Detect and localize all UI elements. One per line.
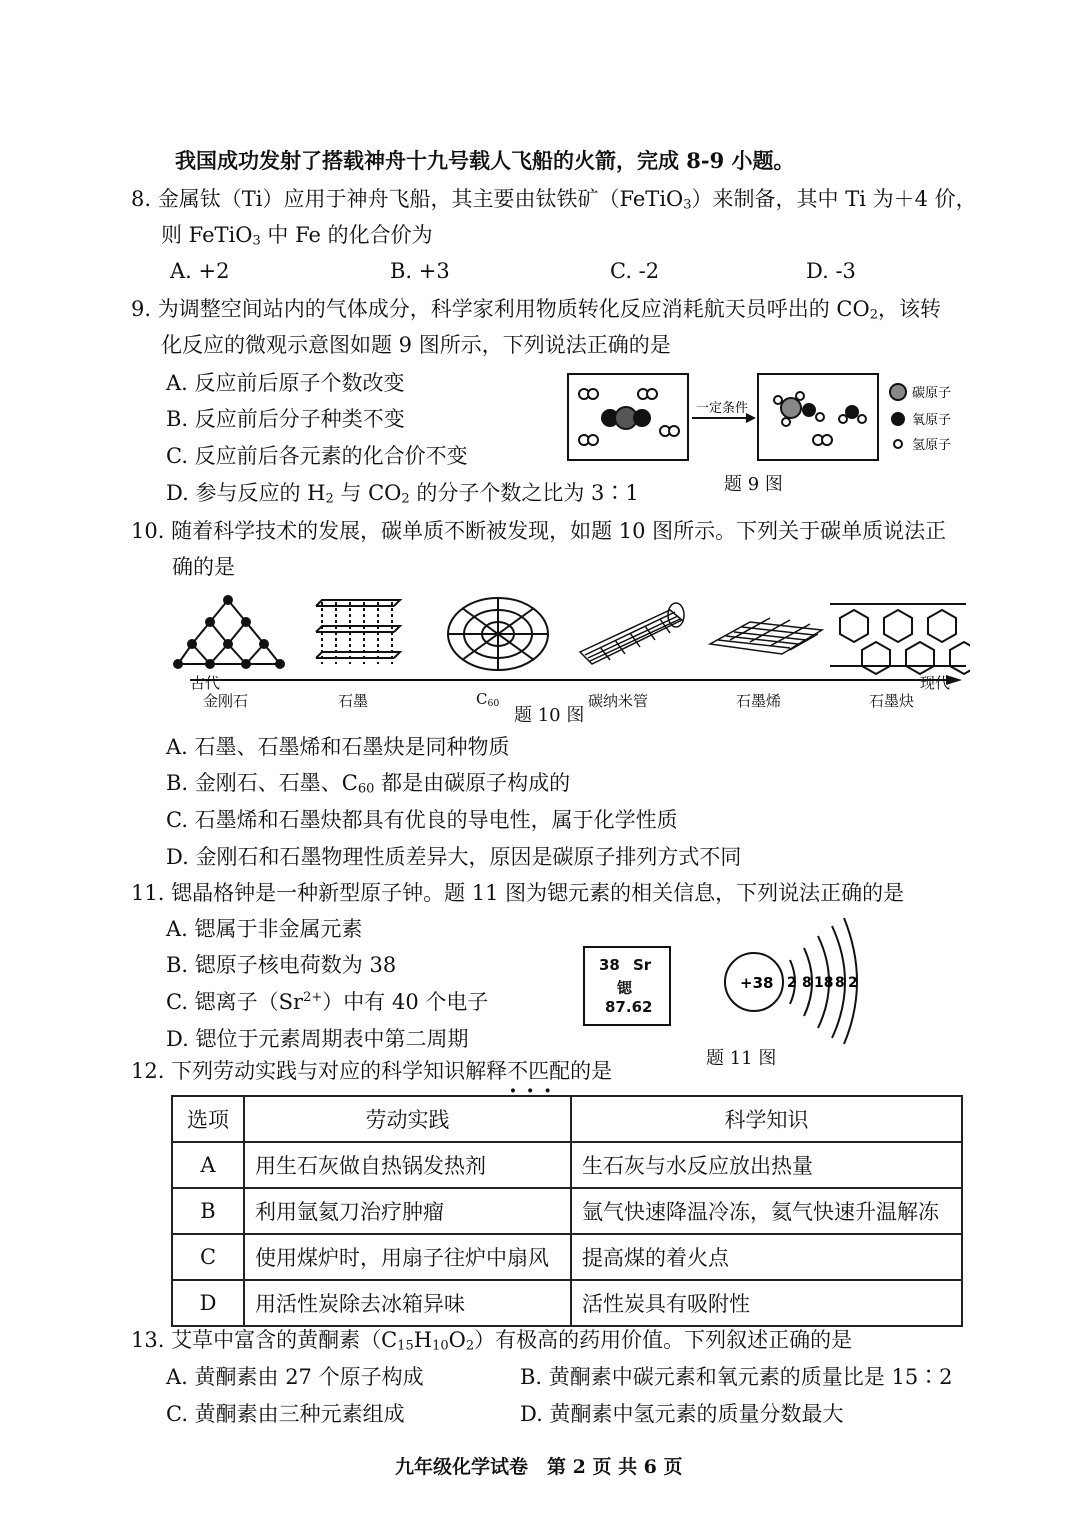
era-modern: 现代 — [920, 674, 951, 692]
label-c60: $C_{60}$ — [476, 690, 500, 709]
q11-option-d[interactable]: D. 锶位于元素周期表中第二周期 — [166, 1027, 469, 1051]
header-option: 选项 — [172, 1096, 244, 1142]
shell-electrons-4: 8 — [835, 975, 845, 991]
carbon-atom-legend-icon — [890, 384, 906, 400]
arrow-label: 一定条件 — [696, 401, 749, 416]
nucleus-charge: +38 — [740, 974, 774, 992]
shell-electrons-5: 2 — [848, 975, 858, 991]
page-footer: 九年级化学试卷 第 2 页 共 6 页 — [395, 1456, 683, 1478]
row-knowledge: 活性炭具有吸附性 — [571, 1280, 962, 1326]
table-row — [172, 1280, 962, 1326]
figure-11-caption: 题 11 图 — [706, 1048, 777, 1069]
label-nanotube: 碳纳米管 — [588, 692, 649, 710]
q9-option-a[interactable]: A. 反应前后原子个数改变 — [166, 371, 405, 395]
label-diamond: 金刚石 — [203, 692, 249, 710]
header-knowledge: 科学知识 — [571, 1096, 962, 1142]
row-knowledge: 氩气快速降温冷冻，氦气快速升温解冻 — [571, 1188, 962, 1234]
q10-option-d[interactable]: D. 金刚石和石墨物理性质差异大，原因是碳原子排列方式不同 — [166, 845, 742, 869]
table-header-row — [172, 1096, 962, 1142]
hydrogen-molecule-icon — [660, 426, 679, 436]
hydrogen-molecule-icon — [579, 435, 598, 445]
q8-option-d[interactable]: D. -3 — [806, 259, 856, 283]
legend-oxygen: 氧原子 — [912, 413, 952, 428]
hydrogen-molecule-icon — [579, 389, 598, 399]
c60-fullerene-icon — [448, 598, 548, 670]
oxygen-atom-legend-icon — [891, 412, 905, 426]
label-graphdiyne: 石墨炔 — [869, 692, 915, 710]
graphdiyne-structure-icon — [830, 604, 970, 674]
legend-hydrogen: 氢原子 — [912, 438, 952, 453]
question-number: 13. — [131, 1328, 165, 1352]
row-practice: 使用煤炉时，用扇子往炉中扇风 — [244, 1234, 571, 1280]
graphene-sheet-icon — [710, 618, 822, 654]
row-practice: 利用氩氦刀治疗肿瘤 — [244, 1188, 571, 1234]
question-number: 10. — [131, 519, 165, 543]
question-12-line-1: 12. 下列劳动实践与对应的科学知识解释不匹配 · · ·的是 — [131, 1056, 612, 1086]
q8-option-b[interactable]: B. +3 — [390, 259, 450, 283]
practice-knowledge-table — [171, 1095, 963, 1327]
q10-option-a[interactable]: A. 石墨、石墨烯和石墨炔是同种物质 — [166, 735, 510, 759]
q13-option-c[interactable]: C. 黄酮素由三种元素组成 — [166, 1402, 405, 1426]
question-11-line-1: 11. 锶晶格钟是一种新型原子钟。题 11 图为锶元素的相关信息，下列说法正确的是 — [131, 881, 905, 905]
q11-option-c[interactable]: C. 锶离子$(Sr^{2+})$中有 40 个电子 — [166, 990, 489, 1014]
row-option: C — [172, 1234, 244, 1280]
hydrogen-molecule-icon — [813, 435, 832, 445]
q8-option-c[interactable]: C. -2 — [610, 259, 660, 283]
question-10-line-2: 确的是 — [172, 555, 235, 579]
q10-option-b[interactable]: B. 金刚石、石墨、$C_{60}$ 都是由碳原子构成的 — [166, 771, 571, 797]
row-option: A — [172, 1142, 244, 1188]
question-number: 12. — [131, 1059, 165, 1083]
shell-electrons-3: 18 — [814, 975, 834, 991]
methanol-molecule-icon — [774, 392, 824, 426]
carbon-allotropes-figure — [170, 592, 970, 688]
table-row — [172, 1142, 962, 1188]
row-practice: 用生石灰做自热锅发热剂 — [244, 1142, 571, 1188]
q9-option-d[interactable]: D. 参与反应的 $H_2$ 与 $CO_2$ 的分子个数之比为 3∶1 — [166, 481, 639, 507]
row-knowledge: 生石灰与水反应放出热量 — [571, 1142, 962, 1188]
question-10-line-1: 10. 随着科学技术的发展，碳单质不断被发现，如题 10 图所示。下列关于碳单质说法正 — [131, 519, 947, 543]
hydrogen-atom-legend-icon — [894, 440, 902, 448]
atomic-number: 38 — [599, 956, 620, 974]
question-9-line-1: 9. 为调整空间站内的气体成分，科学家利用物质转化反应消耗航天员呼出的 $CO_2$，该转 — [131, 297, 941, 323]
element-tile — [583, 946, 671, 1026]
question-8-line-2: 则 FeTiO$_3$ 中 Fe 的化合价为 — [161, 223, 433, 249]
question-8-line-1: 8. 金属钛（Ti）应用于神舟飞船，其主要由钛铁矿（FeTiO$_3$）来制备，其中 Ti 为＋4 价， — [131, 187, 977, 213]
legend-carbon: 碳原子 — [912, 386, 952, 401]
hydrogen-molecule-icon — [638, 389, 657, 399]
atomic-structure-diagram — [720, 916, 870, 1046]
question-9-line-2: 化反应的微观示意图如题 9 图所示，下列说法正确的是 — [161, 333, 671, 357]
q13-option-b[interactable]: B. 黄酮素中碳元素和氧元素的质量比是 15∶2 — [520, 1365, 953, 1389]
question-number: 8. — [131, 187, 152, 211]
q13-option-d[interactable]: D. 黄酮素中氢元素的质量分数最大 — [520, 1402, 844, 1426]
label-graphite: 石墨 — [338, 692, 369, 710]
water-molecule-icon — [839, 405, 866, 423]
era-ancient: 古代 — [190, 674, 221, 692]
element-symbol: Sr — [633, 956, 652, 974]
q10-option-c[interactable]: C. 石墨烯和石墨炔都具有优良的导电性，属于化学性质 — [166, 808, 678, 832]
row-practice: 用活性炭除去冰箱异味 — [244, 1280, 571, 1326]
table-row — [172, 1234, 962, 1280]
element-name: 锶 — [617, 979, 633, 997]
section-intro: 我国成功发射了搭载神舟十九号载人飞船的火箭，完成 8-9 小题。 — [175, 148, 795, 173]
header-practice: 劳动实践 — [244, 1096, 571, 1142]
question-number: 9. — [131, 297, 152, 321]
question-13-line-1: 13. 艾草中富含的黄酮素$(C_{15}H_{10}O_2)$有极高的药用价值。下列叙述正确的是 — [131, 1328, 853, 1354]
shell-electrons-2: 8 — [802, 975, 812, 991]
diamond-structure-icon — [174, 596, 284, 668]
graphite-structure-icon — [316, 600, 400, 664]
question-number: 11. — [131, 881, 165, 905]
row-knowledge: 提高煤的着火点 — [571, 1234, 962, 1280]
q8-option-a[interactable]: A. +2 — [170, 259, 230, 283]
row-option: B — [172, 1188, 244, 1234]
q9-option-c[interactable]: C. 反应前后各元素的化合价不变 — [166, 444, 468, 468]
figure-9-caption: 题 9 图 — [724, 474, 783, 495]
q13-option-a[interactable]: A. 黄酮素由 27 个原子构成 — [166, 1365, 424, 1389]
q11-option-a[interactable]: A. 锶属于非金属元素 — [166, 917, 363, 941]
table-row — [172, 1188, 962, 1234]
carbon-nanotube-icon — [580, 603, 684, 664]
carbon-dioxide-molecule-icon — [601, 407, 651, 429]
shell-electrons-1: 2 — [787, 975, 797, 991]
figure-10-caption: 题 10 图 — [514, 705, 585, 726]
emphasis-text: 不匹配 · · · — [507, 1059, 570, 1083]
label-graphene: 石墨烯 — [736, 692, 782, 710]
row-option: D — [172, 1280, 244, 1326]
q9-option-b[interactable]: B. 反应前后分子种类不变 — [166, 407, 405, 431]
q11-option-b[interactable]: B. 锶原子核电荷数为 38 — [166, 953, 397, 977]
q9-reaction-diagram — [560, 368, 960, 468]
atomic-mass: 87.62 — [605, 998, 653, 1016]
